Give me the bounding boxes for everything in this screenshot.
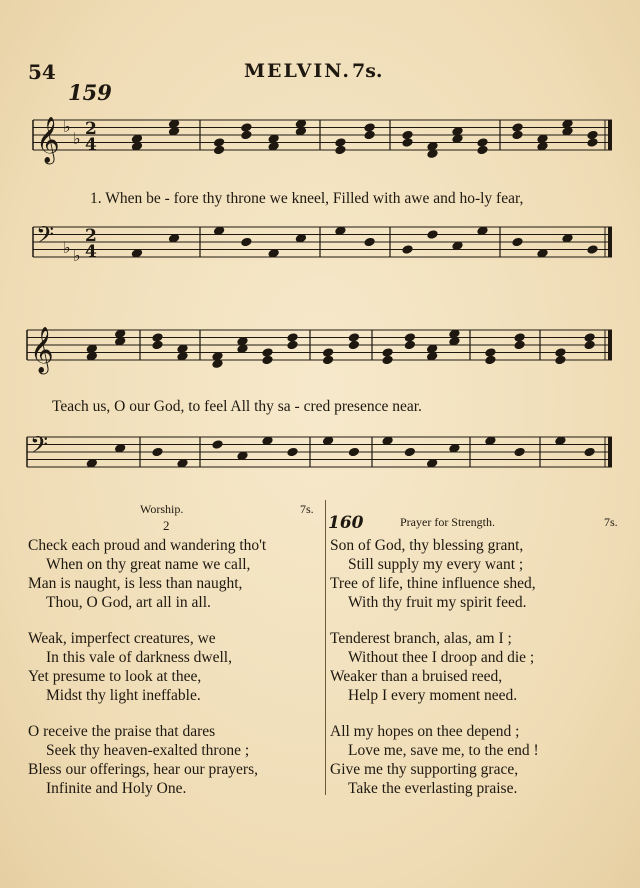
note-head (262, 348, 273, 357)
note-head (287, 447, 298, 456)
verse-line: Yet presume to look at thee, (28, 668, 202, 685)
verse-line: Without thee I droop and die ; (348, 649, 535, 666)
treble-clef-icon: 𝄞 (36, 117, 60, 163)
hymn-left-text (28, 536, 323, 815)
hymn-left-stanza (28, 722, 323, 798)
note-head (335, 138, 346, 147)
tune-name: MELVIN. (244, 60, 352, 82)
verse-line: Weaker than a bruised reed, (330, 668, 503, 685)
verse-line: Weak, imperfect creatures, we (28, 630, 216, 647)
staff-1-bass (33, 227, 612, 257)
hymn-right-stanza (330, 722, 630, 798)
note-head (587, 130, 598, 139)
hymn-number-160: 160 (328, 513, 364, 533)
note-head (485, 355, 496, 364)
time-signature-top: 2 (85, 119, 97, 139)
note-head (402, 130, 413, 139)
note-head (514, 333, 525, 342)
note-head (587, 245, 598, 254)
bass-clef-icon: 𝄢 (36, 221, 55, 254)
hymn-number: 159 (68, 80, 112, 105)
note-head (404, 340, 415, 349)
hymn-right-stanza (330, 629, 630, 705)
tune-meter: 7s. (352, 60, 383, 82)
hymn-left-stanza (28, 629, 323, 705)
note-head (404, 447, 415, 456)
verse-line: Still supply my every want ; (348, 556, 524, 573)
column-divider (325, 500, 326, 795)
note-head (485, 348, 496, 357)
note-head (212, 440, 223, 449)
verse-line: Help I every moment need. (348, 687, 518, 704)
note-head (241, 130, 252, 139)
hymn-left-stanza (28, 536, 323, 612)
hymn-heading-worship: Worship. (140, 502, 184, 516)
lyrics-line-1: 1. When be - fore thy throne we kneel, Filled with awe and ho-ly fear, (90, 190, 524, 207)
verse-line: Give me thy supporting grace, (330, 761, 519, 778)
note-head (512, 237, 523, 246)
note-head (241, 237, 252, 246)
verse-line: Seek thy heaven-exalted throne ; (46, 742, 250, 759)
verse-line: Love me, save me, to the end ! (348, 742, 539, 759)
hymn-heading-prayer: Prayer for Strength. (400, 515, 495, 529)
verse-line: Take the everlasting praise. (348, 780, 518, 797)
note-head (512, 130, 523, 139)
page-number: 54 (28, 60, 56, 84)
note-head (512, 123, 523, 132)
hymn-right-stanza (330, 536, 630, 612)
verse-line: Man is naught, is less than naught, (28, 575, 243, 592)
treble-clef-icon: 𝄞 (30, 327, 54, 373)
hymn-right-text (330, 536, 630, 815)
note-head (584, 333, 595, 342)
flat-icon: ♭ (63, 238, 71, 257)
note-head (322, 348, 333, 357)
note-head (404, 333, 415, 342)
note-head (587, 138, 598, 147)
note-head (402, 138, 413, 147)
time-signature-bottom: 4 (85, 135, 97, 155)
flat-icon: ♭ (63, 117, 71, 136)
verse-line: Infinite and Holy One. (46, 780, 187, 797)
note-head (287, 340, 298, 349)
verse-line: Check each proud and wandering tho't (28, 537, 267, 554)
note-head (213, 138, 224, 147)
note-head (514, 340, 525, 349)
note-head (555, 348, 566, 357)
verse-line: O receive the praise that dares (28, 723, 216, 740)
note-head (427, 230, 438, 239)
note-head (152, 447, 163, 456)
note-head (584, 340, 595, 349)
note-head (555, 355, 566, 364)
hymn-meter-left: 7s. (300, 502, 314, 516)
flat-icon: ♭ (73, 246, 81, 265)
time-signature-bottom: 4 (85, 242, 97, 262)
verse-line: Midst thy light ineffable. (46, 687, 201, 704)
note-head (477, 138, 488, 147)
note-head (213, 145, 224, 154)
note-head (322, 355, 333, 364)
verse-line: Son of God, thy blessing grant, (330, 537, 524, 554)
note-head (584, 447, 595, 456)
verse-line: All my hopes on thee depend ; (330, 723, 520, 740)
note-head (262, 355, 273, 364)
note-head (348, 447, 359, 456)
verse-line: Thou, O God, art all in all. (46, 594, 211, 611)
note-head (287, 333, 298, 342)
note-head (382, 355, 393, 364)
flat-icon: ♭ (73, 129, 81, 148)
note-head (348, 340, 359, 349)
note-head (514, 447, 525, 456)
note-head (152, 333, 163, 342)
note-head (335, 145, 346, 154)
note-head (477, 145, 488, 154)
lyrics-line-2: Teach us, O our God, to feel All thy sa - cred presence near. (52, 398, 422, 415)
time-signature-top: 2 (85, 226, 97, 246)
verse-line: Bless our offerings, hear our prayers, (28, 761, 258, 778)
note-head (348, 333, 359, 342)
note-head (364, 123, 375, 132)
stanza-number: 2 (163, 518, 170, 533)
note-head (382, 348, 393, 357)
verse-line: When on thy great name we call, (46, 556, 251, 573)
note-head (364, 130, 375, 139)
bass-clef-icon: 𝄢 (30, 431, 49, 464)
verse-line: Tenderest branch, alas, am I ; (330, 630, 512, 647)
verse-line: With thy fruit my spirit feed. (348, 594, 527, 611)
staff-1-treble (33, 120, 612, 150)
note-head (402, 245, 413, 254)
verse-line: In this vale of darkness dwell, (46, 649, 232, 666)
hymn-meter-right: 7s. (604, 515, 618, 529)
note-head (152, 340, 163, 349)
verse-line: Tree of life, thine influence shed, (330, 575, 536, 592)
note-head (364, 237, 375, 246)
note-head (241, 123, 252, 132)
